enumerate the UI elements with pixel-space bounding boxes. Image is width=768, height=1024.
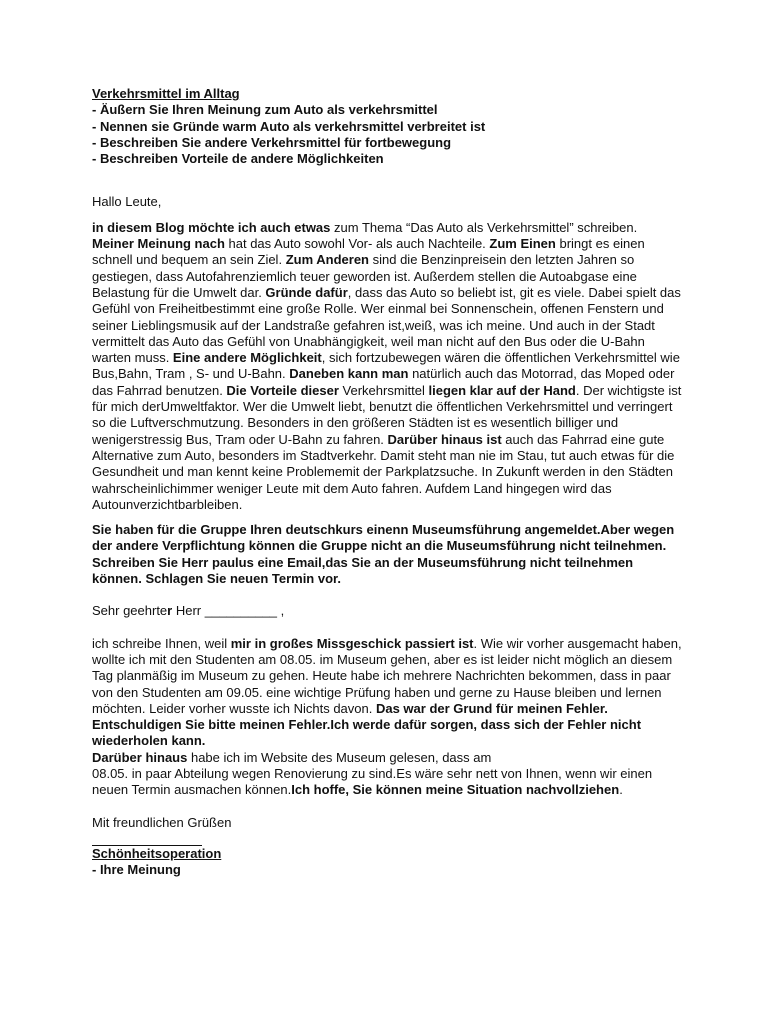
bold-text-run: Gründe dafür [265, 284, 348, 300]
text-run: auch das Fahrrad eine gute Alternative zum Auto, besonders im Stadtverkehr. Damit steht man nie im Stau, tut auch etwas für die Gesundheit und man kennt keine Problememit der Parkplatzsuche. In Zukunft werden in den Städten wahrscheinlichimmer weniger Leute mit dem Auto fahren. Aufdem Land hingegen wird das Autounverzichtbarbleiben. [92, 431, 675, 512]
blog-body [92, 220, 682, 513]
email-salutation [92, 603, 682, 619]
text-run: ich schreibe Ihnen, weil [92, 635, 231, 651]
task1-title: Verkehrsmittel im Alltag [92, 86, 240, 101]
bold-text-run: Zum Anderen [285, 252, 369, 268]
text-run: , sich fortzubewegen wären die öffentlichen Verkehrsmittel wie Bus,Bahn, Tram , S- und U-Bahn. [92, 350, 680, 382]
text-run: Sehr geehrte [92, 603, 168, 619]
text-run: , dass das Auto so beliebt ist, git es viele. Dabei spielt das Gefühl von Freiheitbestimmt eine große Rolle. Wer einmal bei Sonnenschein, offenen Fenstern und seiner Lieblingsmusik auf der Landstraße gefahren ist,weiß, was ich meine. Und auch in der Stadt vermittelt das Auto das Gefühl von Unabhängigkeit, weil man nicht auf den Bus oder die U-Bahn warten muss. [92, 284, 681, 366]
text-run: sind die Benzinpreisein den letzten Jahren so gestiegen, dass Autofahrenziemlich teuer geworden ist. Außerdem stellen die Autoabgase eine Belastung für die Umwelt dar. [92, 252, 637, 300]
text-run: . Der wichtigste ist für mich derUmweltfaktor. Wer die Umwelt liebt, benutzt die öffentlichen Verkehrsmittel und verringert so die Luftverschmutzung. Besonders in den größeren Städten ist es wesentlich billiger und wenigerstressig Bus, Tram oder U-Bahn zu fahren. [92, 382, 682, 447]
task1-point: - Äußern Sie Ihren Meinung zum Auto als verkehrsmittel [92, 102, 438, 118]
text-run: . [619, 782, 623, 798]
bold-text-run: Das war der Grund für meinen Fehler. [375, 700, 608, 716]
bold-text-run: Daneben kann man [289, 366, 409, 382]
text-run: Herr __________ , [172, 603, 285, 619]
document-page [92, 86, 682, 878]
text-run: Verkehrsmittel [338, 382, 429, 398]
bold-text-run: Meiner Meinung nach [92, 236, 225, 252]
task3-heading [92, 846, 682, 879]
blog-greeting: Hallo Leute, [92, 194, 162, 210]
bold-text-run: Ich hoffe, Sie können meine Situation nachvollziehen [291, 782, 620, 798]
text-run: zum Thema “Das Auto als Verkehrsmittel” schreiben. [330, 219, 638, 235]
signature-line [92, 831, 202, 846]
bold-text-run: Zum Einen [489, 236, 556, 252]
bold-text-run: r [167, 603, 173, 619]
task3-title: Schönheitsoperation [92, 845, 222, 861]
email-body [92, 636, 682, 799]
text-run: habe ich im Website des Museum gelesen, dass am [187, 749, 492, 765]
text-run: bringt es einen schnell und bequem an sein Ziel. [92, 236, 645, 268]
text-run: hat das Auto sowohl Vor- als auch Nachteile. [224, 236, 490, 252]
email-closing: Mit freundlichen Grüßen [92, 814, 232, 830]
text-run: natürlich auch das Motorrad, das Moped oder das Fahrrad benutzen. [92, 366, 675, 398]
task1-point: - Beschreiben Sie andere Verkehrsmittel für fortbewegung [92, 134, 452, 150]
task2-prompt: Sie haben für die Gruppe Ihren deutschkurs einenn Museumsführung angemeldet.Aber wegen der andere Verpflichtung können die Gruppe nicht an die Museumsführung nicht teilnehmen. Schreiben Sie Herr paulus eine Email,das Sie an der Museumsführung nicht teilnehmen können. Schlagen Sie neuen Termin vor. [92, 522, 675, 587]
bold-text-run: Darüber hinaus [92, 749, 188, 765]
bold-text-run: in diesem Blog möchte ich auch etwas [92, 219, 331, 235]
task1-point: - Beschreiben Vorteile de andere Möglichkeiten [92, 151, 384, 167]
bold-text-run: Entschuldigen Sie bitte meinen Fehler.Ich werde dafür sorgen, dass sich der Fehler nicht wiederholen kann. [92, 717, 642, 749]
bold-text-run: Darüber hinaus ist [387, 431, 502, 447]
bold-text-run: liegen klar auf der Hand [428, 382, 576, 398]
text-run: . Wie wir vorher ausgemacht haben, wollte ich mit den Studenten am 08.05. im Museum gehen, aber es ist leider nicht möglich an diesem Tag planmäßig im Museum zu gehen. Heute habe ich mehrere Nachrichten bekommen, dass in paar von den Studenten am 09.05. eine wichtige Prüfung haben und gerne zu Hause bleiben und lernen möchten. Leider vorher wusste ich Nichts davon. [92, 635, 682, 716]
text-run: 08.05. in paar Abteilung wegen Renovierung zu sind.Es wäre sehr nett von Ihnen, wenn wir einen neuen Termin ausmachen können. [92, 765, 653, 798]
bold-text-run: Eine andere Möglichkeit [172, 350, 322, 366]
bold-text-run: Die Vorteile dieser [226, 382, 339, 398]
task3-point: - Ihre Meinung [92, 862, 181, 878]
bold-text-run: mir in großes Missgeschick passiert ist [230, 635, 474, 651]
task1-heading [92, 86, 682, 167]
task1-point: - Nennen sie Gründe warm Auto als verkehrsmittel verbreitet ist [92, 118, 486, 134]
